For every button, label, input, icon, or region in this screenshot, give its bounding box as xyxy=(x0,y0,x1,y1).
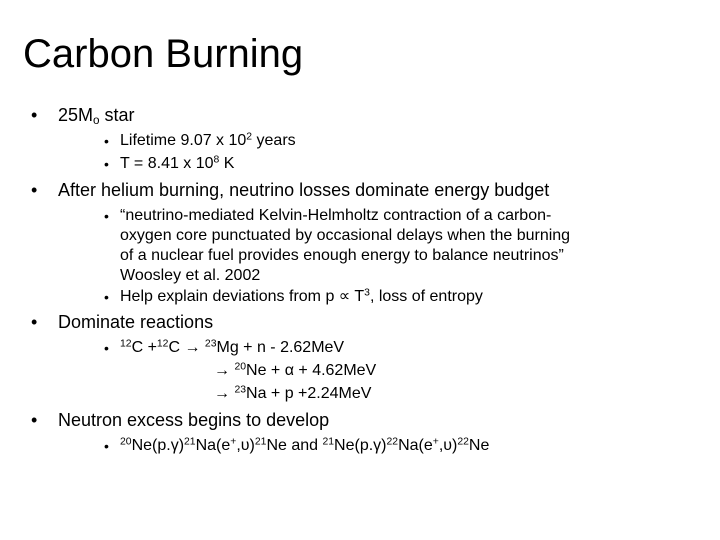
mass-number: 23 xyxy=(234,384,247,396)
quote-line: oxygen core punctuated by occasional delays when the burning xyxy=(120,227,571,244)
chain-term: Ne(p. xyxy=(131,437,171,454)
positron-sign: + xyxy=(230,436,237,448)
mass-number: 20 xyxy=(120,436,132,448)
arrow-symbol: → xyxy=(214,385,230,402)
positron-sign: + xyxy=(432,436,439,448)
reaction-term: C xyxy=(168,339,185,356)
temperature-item xyxy=(120,154,234,174)
chain-term: Ne xyxy=(468,437,490,454)
help-text: Help explain deviations from p xyxy=(120,288,339,305)
bullet-after-helium: • xyxy=(31,180,38,200)
bullet-temperature: • xyxy=(104,156,109,172)
mass-number: 22 xyxy=(386,436,399,448)
bullet-quote: • xyxy=(104,208,109,224)
help-explain-item xyxy=(120,287,483,307)
temperature-text: T = 8.41 x 10 xyxy=(120,155,214,172)
chain-term: ) xyxy=(178,437,185,454)
star-mass-item xyxy=(58,104,135,126)
quote-line: of a nuclear fuel provides enough energy to balance neutrinos” xyxy=(120,247,564,264)
star-label: star xyxy=(99,105,135,125)
neutron-reaction-chain xyxy=(120,436,489,456)
chain-term: Na(e xyxy=(398,437,433,454)
reaction-term: C + xyxy=(131,339,157,356)
reaction-line-1 xyxy=(120,338,344,358)
reaction-line-3 xyxy=(214,384,371,404)
lifetime-text: Lifetime 9.07 x 10 xyxy=(120,132,247,149)
lifetime-exponent: 2 xyxy=(246,131,253,143)
reaction-product: Na + p +2.24MeV xyxy=(246,385,372,402)
reaction-product: Ne + xyxy=(246,362,285,379)
help-exponent: 3 xyxy=(364,287,370,299)
bullet-help: • xyxy=(104,289,109,305)
bullet-star: • xyxy=(31,105,38,125)
mass-number: 21 xyxy=(322,436,335,448)
lifetime-item xyxy=(120,131,296,151)
mass-number: 12 xyxy=(120,338,132,350)
neutrino-symbol: υ xyxy=(240,437,250,454)
chain-term: ) xyxy=(249,437,255,454)
slide-title: Carbon Burning xyxy=(23,32,304,76)
mass-number: 21 xyxy=(254,436,267,448)
quote-citation: Woosley et al. 2002 xyxy=(120,267,261,284)
chain-term: Ne and xyxy=(266,437,323,454)
chain-term: ) xyxy=(381,437,387,454)
bullet-neutron: • xyxy=(31,410,38,430)
gamma-symbol: γ xyxy=(373,437,382,454)
chain-term: , xyxy=(438,437,444,454)
bullet-chain: • xyxy=(104,438,109,454)
arrow-symbol: → xyxy=(214,362,230,379)
mass-number: 23 xyxy=(204,338,217,350)
help-variable: T xyxy=(350,288,365,305)
lifetime-unit: years xyxy=(252,132,296,149)
bullet-reactions: • xyxy=(104,340,109,356)
temperature-unit: K xyxy=(219,155,235,172)
reaction-product: Mg + n - 2.62MeV xyxy=(216,339,345,356)
star-mass-subscript: o xyxy=(93,113,100,127)
temperature-exponent: 8 xyxy=(213,154,220,166)
chain-term: ) xyxy=(452,437,458,454)
dominate-heading: Dominate reactions xyxy=(58,312,214,332)
help-tail: , loss of entropy xyxy=(369,288,483,305)
proportional-symbol: ∝ xyxy=(338,288,351,305)
star-mass-value: 25M xyxy=(58,105,94,125)
mass-number: 20 xyxy=(234,361,247,373)
neutron-heading: Neutron excess begins to develop xyxy=(58,410,330,430)
bullet-lifetime: • xyxy=(104,133,109,149)
mass-number: 22 xyxy=(457,436,469,448)
reaction-energy: + 4.62MeV xyxy=(293,362,377,379)
mass-number: 12 xyxy=(156,338,169,350)
after-helium-heading: After helium burning, neutrino losses dominate energy budget xyxy=(58,180,550,200)
bullet-dominate: • xyxy=(31,312,38,332)
mass-number: 21 xyxy=(184,436,196,448)
gamma-symbol: γ xyxy=(170,437,179,454)
chain-term: , xyxy=(236,437,241,454)
quote-line: “neutrino-mediated Kelvin-Helmholtz contraction of a carbon- xyxy=(120,207,552,224)
reaction-line-2 xyxy=(214,361,376,381)
arrow-symbol: → xyxy=(184,339,201,356)
woosley-quote xyxy=(120,206,570,286)
neutrino-symbol: υ xyxy=(443,437,453,454)
alpha-symbol: α xyxy=(284,362,294,379)
chain-term: Ne(p. xyxy=(334,437,374,454)
chain-term: Na(e xyxy=(195,437,231,454)
